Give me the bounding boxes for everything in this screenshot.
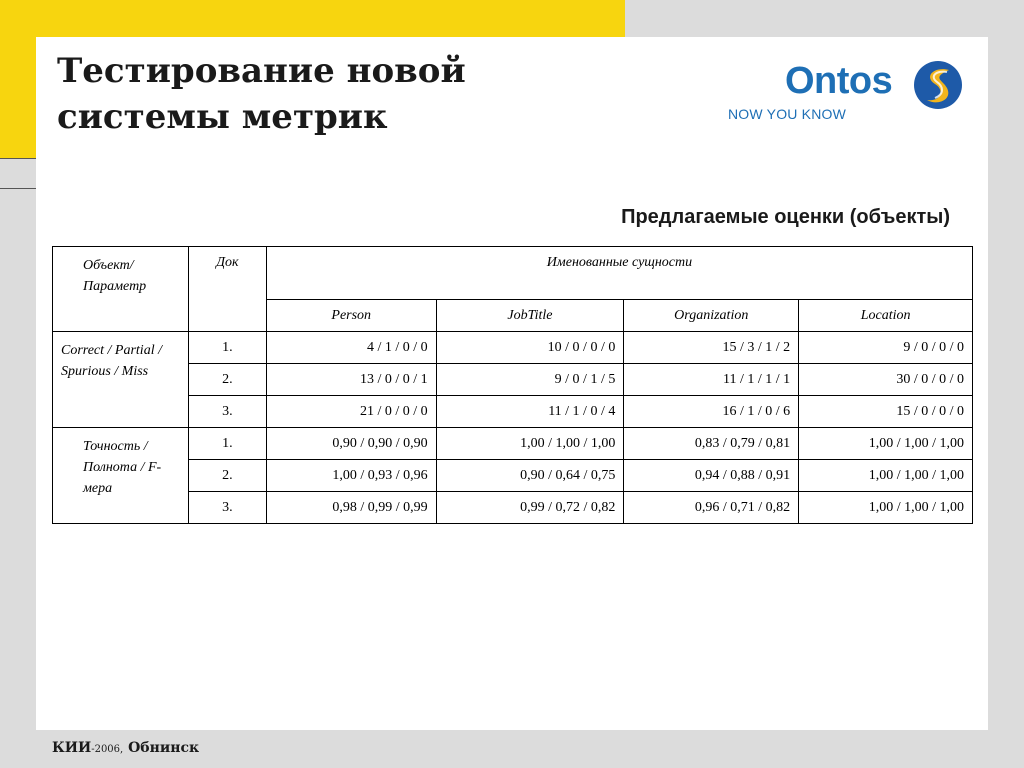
table-cell: 1,00 / 1,00 / 1,00 xyxy=(799,492,973,524)
ontos-logo xyxy=(728,58,968,128)
title-line-2: системы метрик xyxy=(57,97,388,137)
metrics-table xyxy=(52,246,973,524)
table-cell: 9 / 0 / 1 / 5 xyxy=(436,364,624,396)
table-cell: 30 / 0 / 0 / 0 xyxy=(799,364,973,396)
table-cell: 9 / 0 / 0 / 0 xyxy=(799,332,973,364)
slide-footer xyxy=(52,740,199,756)
table-cell: 10 / 0 / 0 / 0 xyxy=(436,332,624,364)
table-cell: 0,98 / 0,99 / 0,99 xyxy=(266,492,436,524)
table-row xyxy=(53,428,973,460)
doc-number: 2. xyxy=(188,460,266,492)
footer-city: Обнинск xyxy=(128,740,200,756)
table-cell: 13 / 0 / 0 / 1 xyxy=(266,364,436,396)
column-jobtitle: JobTitle xyxy=(436,300,624,332)
divider-line xyxy=(0,188,36,189)
table-row xyxy=(53,492,973,524)
table-cell: 1,00 / 1,00 / 1,00 xyxy=(799,460,973,492)
logo-tagline: NOW YOU KNOW xyxy=(728,106,847,122)
logo-swirl-icon xyxy=(913,60,963,110)
header-doc: Док xyxy=(188,247,266,332)
doc-number: 2. xyxy=(188,364,266,396)
footer-year: -2006, xyxy=(91,744,124,755)
column-person: Person xyxy=(266,300,436,332)
table-cell: 16 / 1 / 0 / 6 xyxy=(624,396,799,428)
table-cell: 15 / 0 / 0 / 0 xyxy=(799,396,973,428)
table-row xyxy=(53,332,973,364)
table-cell: 0,90 / 0,90 / 0,90 xyxy=(266,428,436,460)
table-row xyxy=(53,364,973,396)
group-label-counts: Correct / Partial / Spurious / Miss xyxy=(53,332,189,428)
table-cell: 21 / 0 / 0 / 0 xyxy=(266,396,436,428)
table-cell: 0,94 / 0,88 / 0,91 xyxy=(624,460,799,492)
table-cell: 11 / 1 / 0 / 4 xyxy=(436,396,624,428)
header-group: Именованные сущности xyxy=(266,247,972,300)
table-cell: 4 / 1 / 0 / 0 xyxy=(266,332,436,364)
left-margin xyxy=(0,188,36,730)
doc-number: 1. xyxy=(188,332,266,364)
table-cell: 0,90 / 0,64 / 0,75 xyxy=(436,460,624,492)
slide-title xyxy=(57,48,577,140)
table-cell: 0,83 / 0,79 / 0,81 xyxy=(624,428,799,460)
table-cell: 0,99 / 0,72 / 0,82 xyxy=(436,492,624,524)
group-label-scores: Точность / Полнота / F-мера xyxy=(53,428,189,524)
logo-word: Ontos xyxy=(785,60,893,102)
table-cell: 1,00 / 1,00 / 1,00 xyxy=(799,428,973,460)
column-organization: Organization xyxy=(624,300,799,332)
title-line-1: Тестирование новой xyxy=(57,51,466,91)
column-location: Location xyxy=(799,300,973,332)
table-cell: 15 / 3 / 1 / 2 xyxy=(624,332,799,364)
table-row xyxy=(53,460,973,492)
footer-conference: КИИ xyxy=(52,740,92,756)
divider-line xyxy=(0,158,36,159)
table-cell: 1,00 / 0,93 / 0,96 xyxy=(266,460,436,492)
table-cell: 1,00 / 1,00 / 1,00 xyxy=(436,428,624,460)
table-row xyxy=(53,396,973,428)
doc-number: 3. xyxy=(188,396,266,428)
table-cell: 0,96 / 0,71 / 0,82 xyxy=(624,492,799,524)
table-cell: 11 / 1 / 1 / 1 xyxy=(624,364,799,396)
doc-number: 3. xyxy=(188,492,266,524)
table-caption: Предлагаемые оценки (объекты) xyxy=(621,206,950,228)
table-header-row xyxy=(53,247,973,300)
doc-number: 1. xyxy=(188,428,266,460)
header-param: Объект/ Параметр xyxy=(53,247,189,332)
